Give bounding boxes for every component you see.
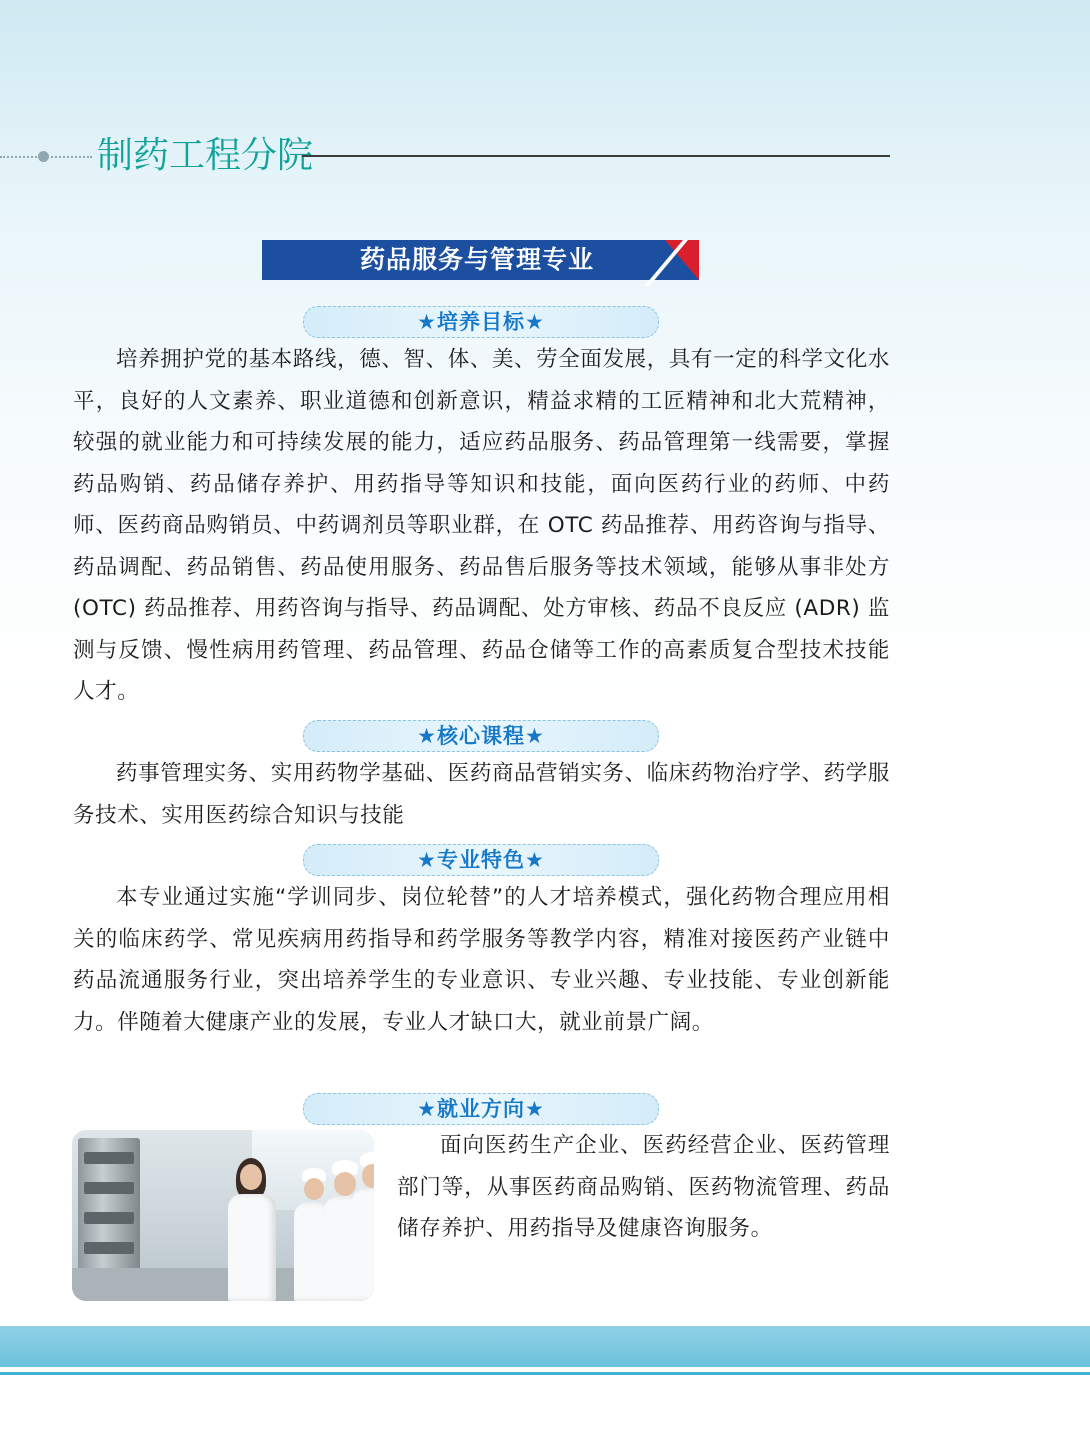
major-title: 药品服务与管理专业 — [359, 245, 594, 274]
lab-photo — [72, 1130, 374, 1301]
department-title: 制药工程分院 — [97, 135, 314, 176]
section-heading-features: ★专业特色★ — [303, 844, 659, 876]
footer-line — [0, 1372, 1090, 1375]
features-text: 本专业通过实施“学训同步、岗位轮替”的人才培养模式，强化药物合理应用相关的临床药学、常见疾病用药指导和药学服务等教学内容，精准对接医药产业链中药品流通服务行业，突出培养学生的专业意识、专业兴趣、专业技能、专业创新能力。伴随着大健康产业的发展，专业人才缺口大，就业前景广阔。 — [73, 885, 890, 1035]
career-text: 面向医药生产企业、医药经营企业、医药管理部门等，从事医药商品购销、医药物流管理、药品储存养护、用药指导及健康咨询服务。 — [397, 1133, 890, 1241]
major-title-banner — [262, 240, 699, 280]
training-goal-text: 培养拥护党的基本路线，德、智、体、美、劳全面发展，具有一定的科学文化水平，良好的人文素养、职业道德和创新意识，精益求精的工匠精神和北大荒精神，较强的就业能力和可持续发展的能力，适应药品服务、药品管理第一线需要，掌握药品购销、药品储存养护、用药指导等知识和技能，面向医药行业的药师、中药师、医药商品购销员、中药调剂员等职业群，在 OTC 药品推荐、用药咨询与指导、药品调配、药品销售、药品使用服务、药品售后服务等技术领域，能够从事非处方 (OTC) 药品推荐、用药咨询与指导、药品调配、处方审核、药品不良反应 (ADR) 监测与反馈、慢性病用药管理、药品管理、药品仓储等工作的高素质复合型技术技能人才。 — [73, 347, 890, 704]
core-courses-text: 药事管理实务、实用药物学基础、医药商品营销实务、临床药物治疗学、药学服务技术、实用医药综合知识与技能 — [73, 761, 890, 828]
section-heading-core-courses: ★核心课程★ — [303, 720, 659, 752]
header-rule — [302, 155, 890, 157]
page-header — [0, 128, 1090, 188]
footer-band — [0, 1326, 1090, 1367]
section-heading-training-goal: ★培养目标★ — [303, 306, 659, 338]
section-heading-career: ★就业方向★ — [303, 1093, 659, 1125]
header-dot-marker — [38, 151, 49, 162]
